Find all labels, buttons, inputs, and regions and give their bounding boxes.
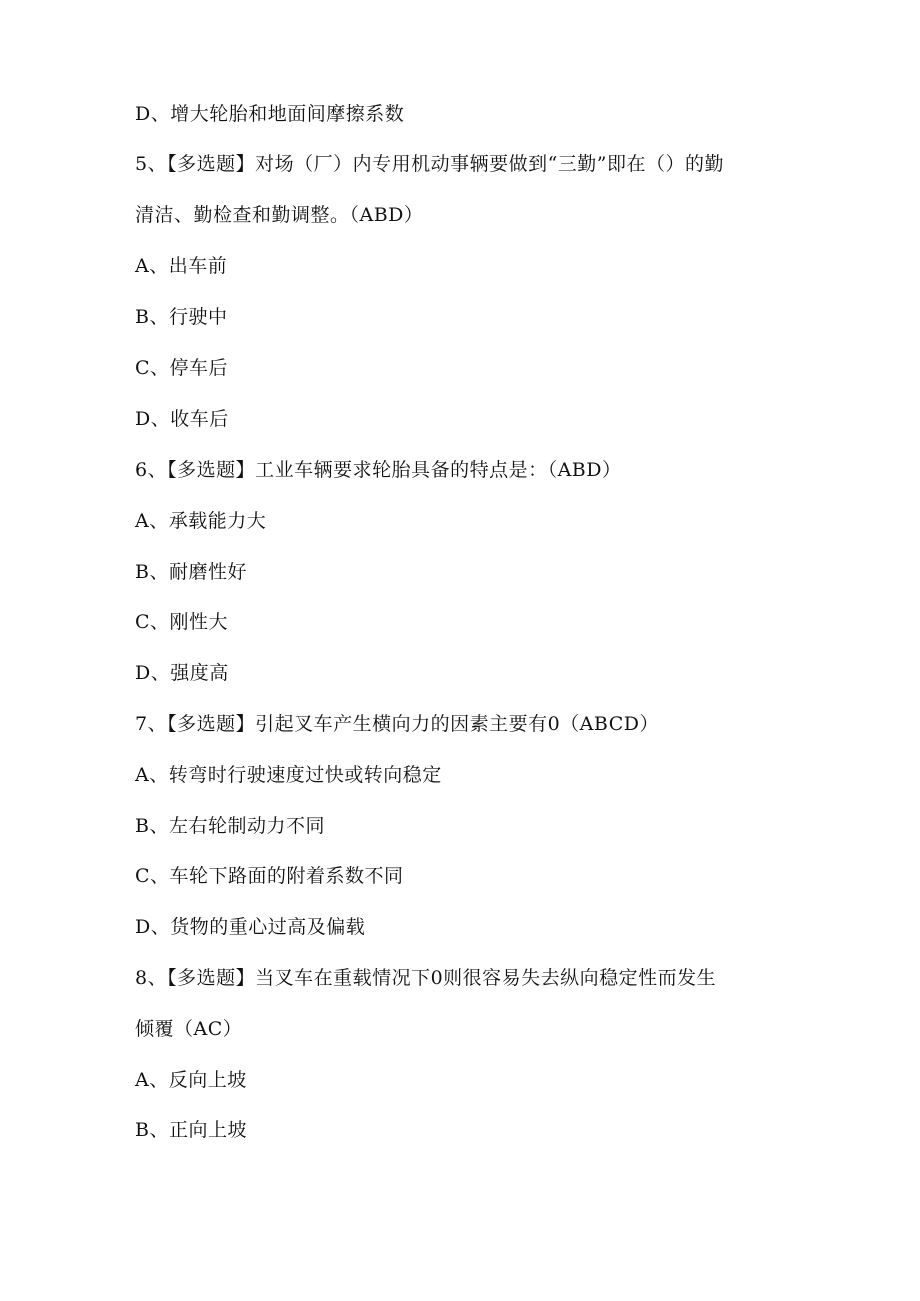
question-5-line-2: 清洁、勤检查和勤调整。（ABD） [135,204,424,226]
option-c-q7: C、车轮下路面的附着系数不同 [135,865,404,887]
option-c-q6: C、刚性大 [135,611,229,633]
question-8-line-1: 8、【多选题】当叉车在重载情况下0则很容易失去纵向稳定性而发生 [135,967,717,989]
option-a-q7: A、转弯时行驶速度过快或转向稳定 [135,764,442,786]
question-6: 6、【多选题】工业车辆要求轮胎具备的特点是：（ABD） [135,459,622,481]
question-5-line-1: 5、【多选题】对场（厂）内专用机动事辆要做到“三勤”即在（）的勤 [135,153,725,175]
option-b-q5: B、行驶中 [135,306,228,328]
option-b-q8: B、正向上坡 [135,1119,247,1141]
option-b-q7: B、左右轮制动力不同 [135,815,325,837]
question-7: 7、【多选题】引起叉车产生横向力的因素主要有0（ABCD） [135,713,659,735]
option-a-q5: A、出车前 [135,255,228,277]
question-8-line-2: 倾覆（AC） [135,1018,243,1040]
option-d-q5: D、收车后 [135,408,229,430]
option-a-q6: A、承载能力大 [135,510,267,532]
option-d-q6: D、强度高 [135,662,229,684]
option-a-q8: A、反向上坡 [135,1069,247,1091]
option-b-q6: B、耐磨性好 [135,561,247,583]
option-d-q7: D、货物的重心过高及偏载 [135,916,366,938]
option-c-q5: C、停车后 [135,357,229,379]
option-d-q4: D、增大轮胎和地面间摩擦系数 [135,103,405,125]
